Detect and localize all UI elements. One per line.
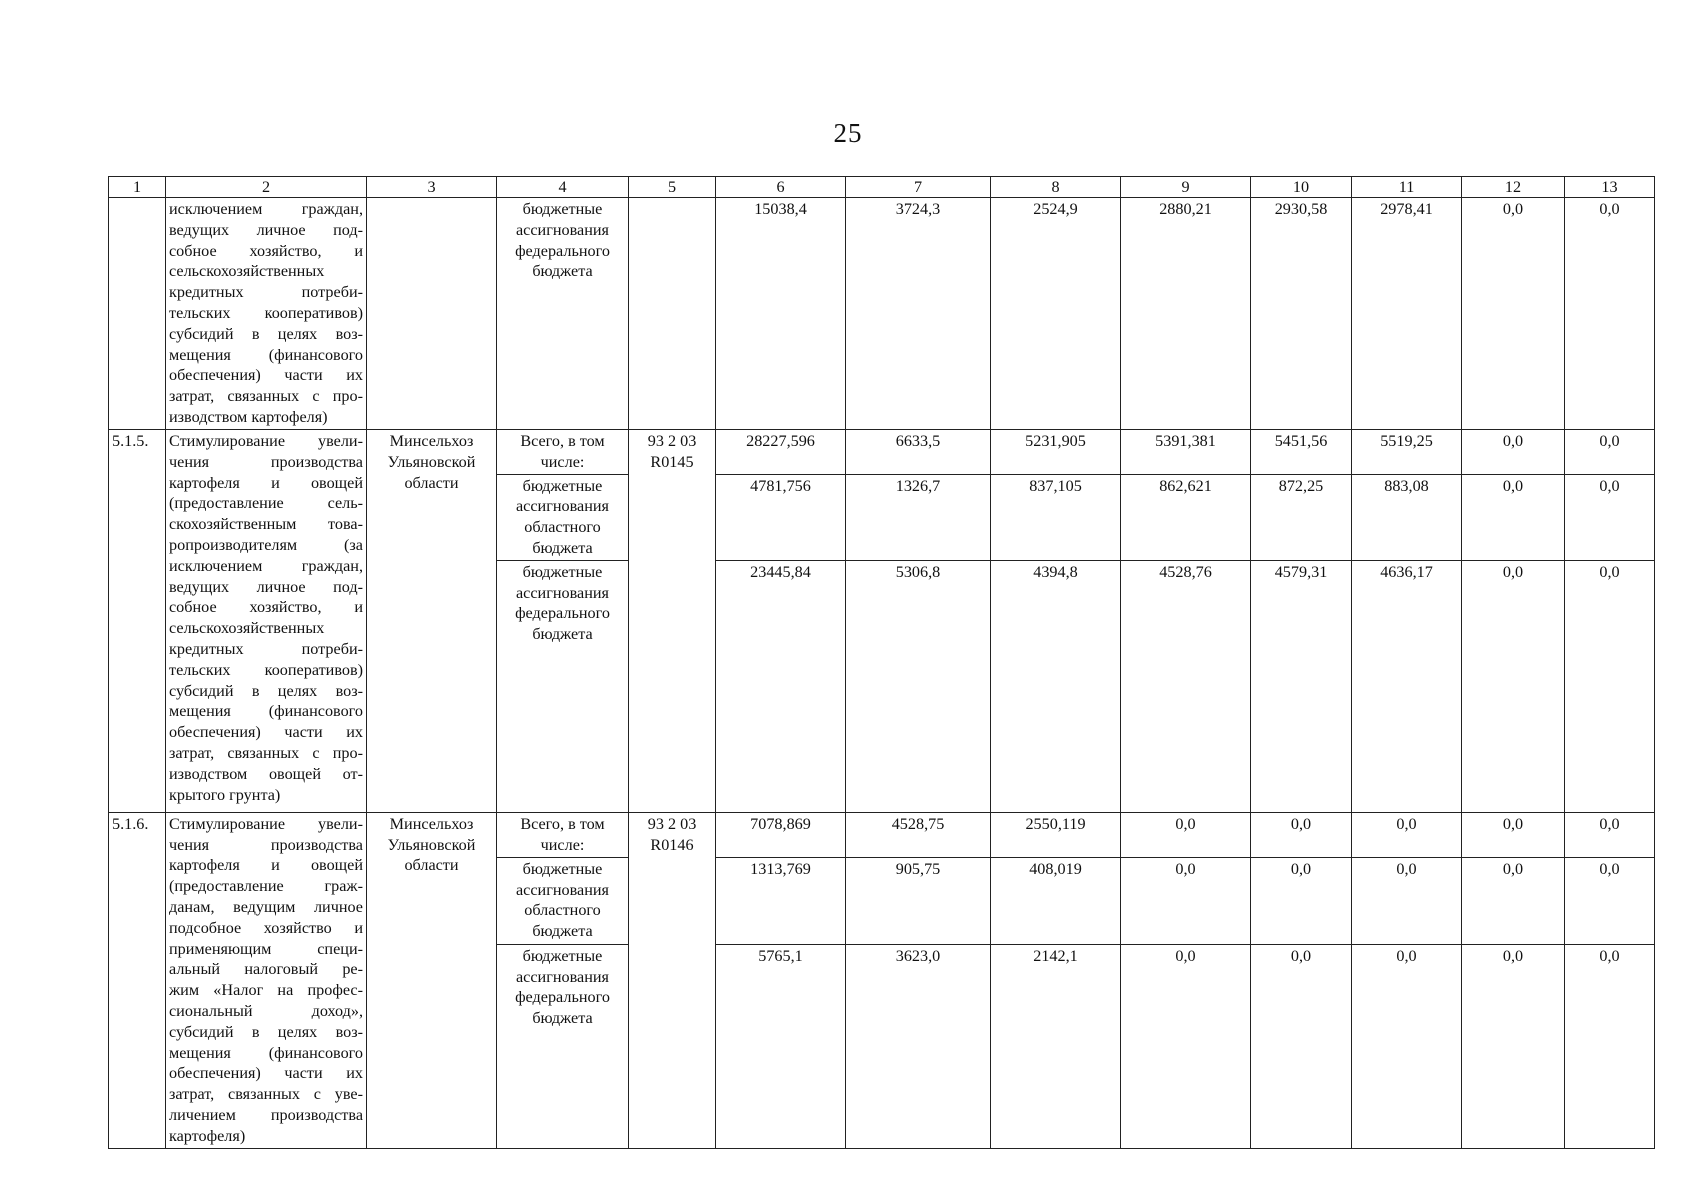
column-number: 7 (846, 177, 991, 198)
value-cell: 2550,119 (991, 812, 1121, 857)
value-cell: 905,75 (846, 857, 991, 944)
description-line: сиональный доход», (169, 1001, 363, 1020)
value-cell: 2978,41 (1352, 198, 1462, 430)
executor: Минсельхоз Ульяновской области (367, 430, 497, 813)
description-line: исключением граждан, (169, 200, 363, 218)
item-number: 5.1.5. (109, 430, 166, 813)
value-cell: 837,105 (991, 474, 1121, 560)
value-cell: 5519,25 (1352, 430, 1462, 475)
value-cell: 0,0 (1565, 944, 1655, 1148)
value-cell: 862,621 (1121, 474, 1251, 560)
description-line: ропроизводителям (за (169, 535, 363, 554)
funding-source: бюджетные ассигнования федерального бюджета (497, 944, 629, 1148)
value-cell: 4781,756 (716, 474, 846, 560)
value-cell: 2142,1 (991, 944, 1121, 1148)
value-cell: 0,0 (1565, 857, 1655, 944)
budget-code-cell (629, 198, 716, 430)
description-line: тельских кооперативов) (169, 303, 363, 322)
description-line: изводством картофеля) (169, 407, 328, 426)
column-number: 9 (1121, 177, 1251, 198)
executor-cell (367, 198, 497, 430)
value-cell: 4636,17 (1352, 560, 1462, 812)
description-line: картофеля и овощей (169, 856, 363, 875)
funding-source: Всего, в том числе: (497, 430, 629, 475)
description-line: подсобное хозяйство и (169, 918, 363, 937)
continuation-row (109, 198, 1655, 430)
description-line: собное хозяйство, и (169, 241, 363, 260)
value-cell: 0,0 (1352, 857, 1462, 944)
value-cell: 0,0 (1462, 430, 1565, 475)
value-cell: 0,0 (1462, 198, 1565, 430)
description-line: затрат, связанных с уве- (169, 1085, 363, 1104)
value-cell: 5451,56 (1251, 430, 1352, 475)
column-number: 8 (991, 177, 1121, 198)
description-line: Стимулирование увели- (169, 432, 363, 450)
value-cell: 4528,75 (846, 812, 991, 857)
value-cell: 28227,596 (716, 430, 846, 475)
value-cell: 0,0 (1121, 944, 1251, 1148)
description-line: обеспечения) части их (169, 723, 363, 742)
description-line: Стимулирование увели- (169, 814, 363, 833)
item-description (166, 198, 367, 430)
value-cell: 15038,4 (716, 198, 846, 430)
description-line: крытого грунта) (169, 785, 281, 804)
value-cell: 0,0 (1462, 474, 1565, 560)
column-number: 10 (1251, 177, 1352, 198)
value-cell: 2880,21 (1121, 198, 1251, 430)
value-cell: 7078,869 (716, 812, 846, 857)
description-line: чения производства (169, 452, 363, 471)
value-cell: 0,0 (1462, 944, 1565, 1148)
value-cell: 0,0 (1121, 812, 1251, 857)
item-number-cell (109, 198, 166, 430)
budget-code: 93 2 03 R0145 (629, 430, 716, 813)
description-line: жим «Налог на профес- (169, 981, 363, 1000)
value-cell: 2524,9 (991, 198, 1121, 430)
budget-code: 93 2 03 R0146 (629, 812, 716, 1148)
description-line: изводством овощей от- (169, 764, 363, 783)
executor: Минсельхоз Ульяновской области (367, 812, 497, 1148)
value-cell: 0,0 (1462, 560, 1565, 812)
funding-source: бюджетные ассигнования областного бюджета (497, 474, 629, 560)
value-cell: 4528,76 (1121, 560, 1251, 812)
description-line: чения производства (169, 835, 363, 854)
description-line: сельскохозяйственных (169, 619, 325, 638)
column-number: 13 (1565, 177, 1655, 198)
description-line: картофеля и овощей (169, 473, 363, 492)
description-line: данам, ведущим личное (169, 897, 363, 916)
description-line: обеспечения) части их (169, 1064, 363, 1083)
value-cell: 0,0 (1565, 560, 1655, 812)
value-cell: 1326,7 (846, 474, 991, 560)
description-line: сельскохозяйственных (169, 262, 325, 281)
value-cell: 408,019 (991, 857, 1121, 944)
value-cell: 883,08 (1352, 474, 1462, 560)
description-line: собное хозяйство, и (169, 598, 363, 617)
value-cell: 0,0 (1462, 812, 1565, 857)
value-cell: 5231,905 (991, 430, 1121, 475)
description-line: субсидий в целях воз- (169, 1022, 363, 1041)
column-number: 6 (716, 177, 846, 198)
value-cell: 23445,84 (716, 560, 846, 812)
column-number: 12 (1462, 177, 1565, 198)
description-line: мещения (финансового (169, 702, 363, 721)
column-number-row (109, 177, 1655, 198)
value-cell: 0,0 (1121, 857, 1251, 944)
description-line: исключением граждан, (169, 556, 363, 575)
description-line: затрат, связанных с про- (169, 743, 363, 762)
description-line: картофеля) (169, 1126, 246, 1145)
value-cell: 1313,769 (716, 857, 846, 944)
value-cell: 0,0 (1251, 812, 1352, 857)
value-cell: 0,0 (1251, 944, 1352, 1148)
page-number: 25 (833, 118, 863, 148)
value-cell: 872,25 (1251, 474, 1352, 560)
value-cell: 5391,381 (1121, 430, 1251, 475)
column-number: 3 (367, 177, 497, 198)
description-line: альный налоговый ре- (169, 960, 363, 979)
table-row (109, 430, 1655, 475)
value-cell: 0,0 (1565, 198, 1655, 430)
value-cell: 3623,0 (846, 944, 991, 1148)
item-number: 5.1.6. (109, 812, 166, 1148)
description-line: мещения (финансового (169, 345, 363, 364)
description-line: применяющим специ- (169, 939, 363, 958)
description-line: скохозяйственным това- (169, 515, 363, 534)
description-line: субсидий в целях воз- (169, 681, 363, 700)
table-row (109, 812, 1655, 857)
funding-source: Всего, в том числе: (497, 812, 629, 857)
column-number: 5 (629, 177, 716, 198)
value-cell: 4394,8 (991, 560, 1121, 812)
value-cell: 3724,3 (846, 198, 991, 430)
value-cell: 0,0 (1352, 812, 1462, 857)
value-cell: 6633,5 (846, 430, 991, 475)
description-line: личением производства (169, 1105, 363, 1124)
description-line: мещения (финансового (169, 1043, 363, 1062)
value-cell: 0,0 (1352, 944, 1462, 1148)
description-line: кредитных потреби- (169, 283, 363, 302)
description-line: обеспечения) части их (169, 366, 363, 385)
budget-table (108, 176, 1655, 1149)
funding-source: бюджетные ассигнования федерального бюджета (497, 198, 629, 430)
column-number: 2 (166, 177, 367, 198)
description-line: ведущих личное под- (169, 577, 363, 596)
column-number: 11 (1352, 177, 1462, 198)
description-line: (предоставление граж- (169, 877, 363, 896)
column-number: 1 (109, 177, 166, 198)
value-cell: 5765,1 (716, 944, 846, 1148)
value-cell: 5306,8 (846, 560, 991, 812)
column-number: 4 (497, 177, 629, 198)
value-cell: 0,0 (1565, 812, 1655, 857)
item-description (166, 430, 367, 813)
funding-source: бюджетные ассигнования областного бюджета (497, 857, 629, 944)
description-line: кредитных потреби- (169, 639, 363, 658)
value-cell: 0,0 (1462, 857, 1565, 944)
item-description (166, 812, 367, 1148)
value-cell: 0,0 (1565, 474, 1655, 560)
description-line: тельских кооперативов) (169, 660, 363, 679)
description-line: затрат, связанных с про- (169, 387, 363, 406)
description-line: ведущих личное под- (169, 220, 363, 239)
value-cell: 4579,31 (1251, 560, 1352, 812)
value-cell: 2930,58 (1251, 198, 1352, 430)
funding-source: бюджетные ассигнования федерального бюджета (497, 560, 629, 812)
description-line: субсидий в целях воз- (169, 324, 363, 343)
value-cell: 0,0 (1251, 857, 1352, 944)
value-cell: 0,0 (1565, 430, 1655, 475)
description-line: (предоставление сель- (169, 494, 363, 513)
